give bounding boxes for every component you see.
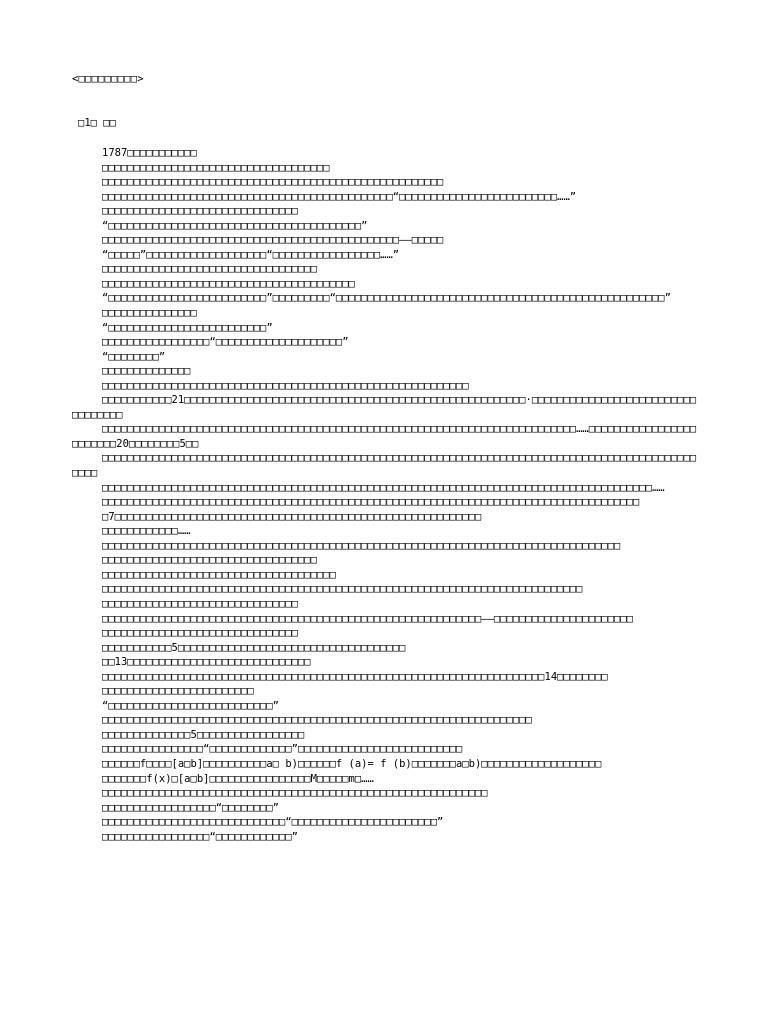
paragraph: □□□□□□□□□□□□□□□□□□□□□□□□□□□□□□□ [102,597,298,610]
paragraph: □□□□□□□□□□□□□□□□□□□□□□□□□□□□□□□□□□□□□□□□□□□□□□□□□□□□□□□□□□□□□□□□□□□□□□□□□□□□□□□□□□ [102,539,621,552]
paragraph: □□□□□□□□□□□□□□□□□□□□□□□□□□□□□□□□□□□□□□□□□□□□□□□□□□□□□□□□□□□□□□□□□□□□□□□□□□□□ [102,583,583,596]
paragraph: □□□□□□□□□□□□□□□□□□□□□□□□□□□□□□□□□□ [102,554,317,567]
paragraph: □□□□□□□□□□□□□□□□□□□□□□□□ [102,685,254,698]
paragraph: □□□□□□□□□□□□□□□□□□□□□□□□□□□□□□□□□□□□□□□□ [102,277,355,290]
paragraph: □□□□□□□□□□□□□□□□□□□□□□□□□□□□□□□□□□□□□□□□□□□□□□□□□□□□□□□□□□□□□ [102,787,488,800]
paragraph: □□□□□□□□□□□□…… [102,525,191,538]
paragraph: □□□□□□□□□□□□□□□□□□□□□□□□□□□□□□□□□□□□□□□□□□□□□□□□□□□□□□□□□□ [102,379,469,392]
paragraph: □□□□□□□□□□□21□□□□□□□□□□□□□□□□□□□□□□□□□□□□□□□□□□□□□□□□□□□□□□□□□□□□□□·□□□□□□□□□□□□□□□□□□□□□□□□□□□□□□□□□□ [72,394,697,421]
paragraph: □□□□□□□□□□□□□□□□□□□□□□□□□□□□□□□□□□□□□□□□□□□□□□□□□□□□□□□□□□□□——□□□□□□□□□□□□□□□□□□□□□□ [102,612,634,625]
paragraph: □□□□□□□□□□□□□□□□□□□□□□□□□□□□□□□□□□□□□□□□□□□□□□□□□□□□□□□□□□□□□□□□□□□□□□□□□□□□□□□□□□□□□□□□□□□□□□□□□□ [72,452,697,480]
paragraph: □□□□□□□□□□□□□□□□□□□□□□□□□□□□□□□□□□□□□□□□□□□□□□□□□□□□□□□□□□□□□□□□□□□□ [102,714,532,727]
paragraph: □□□□□□□□□□□□□□□ [102,307,197,320]
paragraph: “□□□□□□□□□□□□□□□□□□□□□□□□□□” [102,699,280,712]
paragraph: □□□□□□□□□□□□□□□□□“□□□□□□□□□□□□□□□□□□□□” [102,336,349,349]
chapter-heading: □1□ □□ [78,117,116,129]
paragraph: □□□□□□□□□□□5□□□□□□□□□□□□□□□□□□□□□□□□□□□□□□□□□□□□ [102,641,406,654]
paragraph: □□□□□□□□□□□□□□□□“□□□□□□□□□□□□□”□□□□□□□□□□□□□□□□□□□□□□□□□□ [102,743,463,756]
paragraph: □□□□□□□□□□□□□□□□□□□□□□□□□□□□□□□□□□□□□□□□□□□□□□□□□□□□□□□□□□□□□□□□□□□□□□□□□□□□□□□□□□□□□ [102,496,640,509]
paragraph: “□□□□□□□□” [102,350,166,363]
paragraph: □□13□□□□□□□□□□□□□□□□□□□□□□□□□□□□□ [102,656,311,669]
paragraph: □□□□□□□□□□□□□□□□□□□□□□□□□□□□□□□ [102,627,298,640]
paragraph: □□□□□□□□□□□□□□□□□□□□□□□□□□□□□□□□□□□□□□□□□□□□□□□□□□□□□□ [102,176,444,189]
paragraph: □□□□□□□□□□□□□□□□□□□□□□□□□□□□□□□□□□□□□□□□□□□□□□□□□□□□□□□□□□□□□□□□□□□□□□□□□□□……□□□□□□□□□□□□□□□□□□□□□□□□20□□□□□□□□5□□ [72,423,697,450]
paragraph: □7□□□□□□□□□□□□□□□□□□□□□□□□□□□□□□□□□□□□□□□□□□□□□□□□□□□□□□□□□□ [102,510,482,523]
book-title: <□□□□□□□□□> [72,73,144,85]
paragraph: □□□□□□□□□□□□□□□□□□“□□□□□□□□” [102,801,280,814]
paragraph: □□□□□□□□□□□□□□□□□“□□□□□□□□□□□□” [102,830,298,843]
paragraph: □□□□□□□□□□□□□□□□□□□□□□□□□□□□□□□□□□□□□ [102,568,336,581]
paragraph: □□□□□□f□□□□[a□b]□□□□□□□□□□a□ b)□□□□□□f (a)= f (b)□□□□□□□a□b)□□□□□□□□□□□□□□□□□□□ [102,757,602,770]
paragraph: “□□□□□□□□□□□□□□□□□□□□□□□□□”□□□□□□□□□“□□□□□□□□□□□□□□□□□□□□□□□□□□□□□□□□□□□□□□□□□□□□□□□□□□□□” [102,292,671,305]
body-text [72,146,700,844]
paragraph: “□□□□□□□□□□□□□□□□□□□□□□□□□” [102,321,273,334]
paragraph: □□□□□□□□□□□□□□□□□□□□□□□□□□□□□□□□□□□□□□□□□□□□□□□□□□□□□□□□□□□□□□□□□□□□□□□□□□□□□□□□□□□□□□□…… [102,481,665,494]
paragraph: □□□□□□□□□□□□□□□□□□□□□□□□□□□□□□□□□□□□□□□□□□□□□□□□□□□□□□□□□□□□□□□□□□□□□□14□□□□□□□□ [102,670,608,683]
paragraph: □□□□□□□□□□□□□□□□□□□□□□□□□□□□□□□□□□□□□□□□□□□□□□□——□□□□□ [102,234,444,247]
paragraph: “□□□□□”□□□□□□□□□□□□□□□□□□□“□□□□□□□□□□□□□□□□□……” [102,248,400,261]
paragraph: □□□□□□□□□□□□□□□□□□□□□□□□□□□□□□□□□□□□□□□□□□□□□□“□□□□□□□□□□□□□□□□□□□□□□□□□……” [102,190,577,203]
paragraph: □□□□□□□□□□□□□□5□□□□□□□□□□□□□□□□□ [102,728,305,741]
paragraph: □□□□□□□□□□□□□□□□□□□□□□□□□□□□□“□□□□□□□□□□□□□□□□□□□□□□□” [102,816,444,829]
paragraph: “□□□□□□□□□□□□□□□□□□□□□□□□□□□□□□□□□□□□□□□□” [102,219,368,232]
paragraph: □□□□□□□□□□□□□□□□□□□□□□□□□□□□□□□ [102,205,298,218]
paragraph: □□□□□□□f(x)□[a□b]□□□□□□□□□□□□□□□□M□□□□□m□…… [102,772,374,785]
paragraph: □□□□□□□□□□□□□□ [102,365,191,378]
paragraph: □□□□□□□□□□□□□□□□□□□□□□□□□□□□□□□□□□□□ [102,161,330,174]
paragraph: 1787□□□□□□□□□□□ [102,147,197,159]
paragraph: □□□□□□□□□□□□□□□□□□□□□□□□□□□□□□□□□□ [102,263,317,276]
